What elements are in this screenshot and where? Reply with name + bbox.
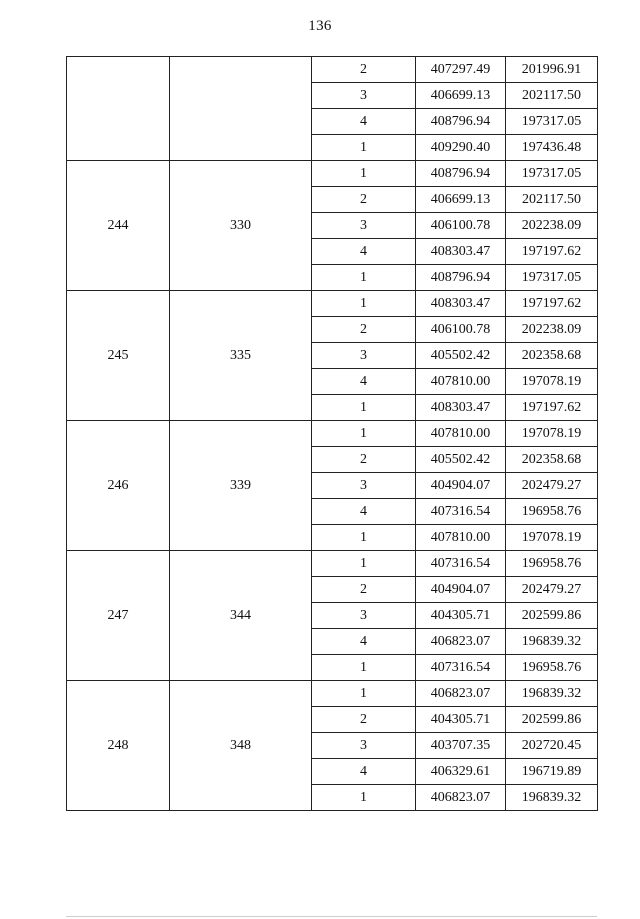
y-coordinate-cell: 202358.68 (506, 343, 598, 369)
x-coordinate-cell: 405502.42 (416, 447, 506, 473)
y-coordinate-cell: 202599.86 (506, 707, 598, 733)
coordinates-table (66, 56, 598, 811)
x-coordinate-cell: 406329.61 (416, 759, 506, 785)
plot-area-cell (170, 57, 312, 161)
y-coordinate-cell: 197317.05 (506, 109, 598, 135)
y-coordinate-cell: 196839.32 (506, 629, 598, 655)
y-coordinate-cell: 197197.62 (506, 239, 598, 265)
point-number-cell: 2 (312, 187, 416, 213)
x-coordinate-cell: 408303.47 (416, 291, 506, 317)
point-number-cell: 1 (312, 421, 416, 447)
x-coordinate-cell: 406823.07 (416, 629, 506, 655)
x-coordinate-cell: 406699.13 (416, 187, 506, 213)
y-coordinate-cell: 196958.76 (506, 551, 598, 577)
table-row (67, 551, 598, 577)
point-number-cell: 2 (312, 317, 416, 343)
x-coordinate-cell: 405502.42 (416, 343, 506, 369)
y-coordinate-cell: 202720.45 (506, 733, 598, 759)
plot-number-cell: 247 (67, 551, 170, 681)
x-coordinate-cell: 407316.54 (416, 655, 506, 681)
point-number-cell: 3 (312, 733, 416, 759)
x-coordinate-cell: 407810.00 (416, 525, 506, 551)
point-number-cell: 1 (312, 525, 416, 551)
plot-area-cell: 348 (170, 681, 312, 811)
point-number-cell: 1 (312, 265, 416, 291)
point-number-cell: 4 (312, 759, 416, 785)
table-row (67, 291, 598, 317)
x-coordinate-cell: 407810.00 (416, 421, 506, 447)
y-coordinate-cell: 197436.48 (506, 135, 598, 161)
plot-area-cell: 344 (170, 551, 312, 681)
point-number-cell: 1 (312, 681, 416, 707)
point-number-cell: 1 (312, 291, 416, 317)
point-number-cell: 2 (312, 577, 416, 603)
y-coordinate-cell: 196719.89 (506, 759, 598, 785)
y-coordinate-cell: 197078.19 (506, 369, 598, 395)
x-coordinate-cell: 406823.07 (416, 681, 506, 707)
point-number-cell: 1 (312, 655, 416, 681)
point-number-cell: 1 (312, 135, 416, 161)
plot-area-cell: 335 (170, 291, 312, 421)
plot-number-cell: 245 (67, 291, 170, 421)
y-coordinate-cell: 202479.27 (506, 473, 598, 499)
y-coordinate-cell: 196958.76 (506, 499, 598, 525)
point-number-cell: 1 (312, 161, 416, 187)
y-coordinate-cell: 197197.62 (506, 395, 598, 421)
y-coordinate-cell: 197317.05 (506, 265, 598, 291)
y-coordinate-cell: 197078.19 (506, 525, 598, 551)
y-coordinate-cell: 202599.86 (506, 603, 598, 629)
plot-number-cell: 246 (67, 421, 170, 551)
x-coordinate-cell: 403707.35 (416, 733, 506, 759)
x-coordinate-cell: 408796.94 (416, 265, 506, 291)
point-number-cell: 4 (312, 499, 416, 525)
plot-area-cell: 339 (170, 421, 312, 551)
y-coordinate-cell: 197197.62 (506, 291, 598, 317)
x-coordinate-cell: 406100.78 (416, 213, 506, 239)
point-number-cell: 3 (312, 343, 416, 369)
x-coordinate-cell: 407810.00 (416, 369, 506, 395)
x-coordinate-cell: 406823.07 (416, 785, 506, 811)
point-number-cell: 1 (312, 551, 416, 577)
y-coordinate-cell: 202117.50 (506, 83, 598, 109)
y-coordinate-cell: 196958.76 (506, 655, 598, 681)
point-number-cell: 2 (312, 707, 416, 733)
y-coordinate-cell: 197317.05 (506, 161, 598, 187)
x-coordinate-cell: 407316.54 (416, 499, 506, 525)
x-coordinate-cell: 404305.71 (416, 707, 506, 733)
point-number-cell: 3 (312, 213, 416, 239)
plot-number-cell (67, 57, 170, 161)
y-coordinate-cell: 201996.91 (506, 57, 598, 83)
point-number-cell: 2 (312, 447, 416, 473)
point-number-cell: 1 (312, 785, 416, 811)
point-number-cell: 3 (312, 473, 416, 499)
point-number-cell: 3 (312, 603, 416, 629)
plot-number-cell: 248 (67, 681, 170, 811)
x-coordinate-cell: 408303.47 (416, 395, 506, 421)
x-coordinate-cell: 407297.49 (416, 57, 506, 83)
x-coordinate-cell: 404904.07 (416, 577, 506, 603)
x-coordinate-cell: 407316.54 (416, 551, 506, 577)
point-number-cell: 4 (312, 239, 416, 265)
coordinates-table-body (67, 57, 598, 811)
y-coordinate-cell: 196839.32 (506, 681, 598, 707)
plot-number-cell: 244 (67, 161, 170, 291)
page-bottom-rule (66, 916, 597, 917)
point-number-cell: 4 (312, 109, 416, 135)
x-coordinate-cell: 409290.40 (416, 135, 506, 161)
x-coordinate-cell: 408796.94 (416, 161, 506, 187)
x-coordinate-cell: 408303.47 (416, 239, 506, 265)
y-coordinate-cell: 202117.50 (506, 187, 598, 213)
y-coordinate-cell: 202238.09 (506, 213, 598, 239)
x-coordinate-cell: 408796.94 (416, 109, 506, 135)
page-number: 136 (308, 18, 332, 34)
point-number-cell: 4 (312, 629, 416, 655)
y-coordinate-cell: 197078.19 (506, 421, 598, 447)
y-coordinate-cell: 196839.32 (506, 785, 598, 811)
plot-area-cell: 330 (170, 161, 312, 291)
table-row (67, 161, 598, 187)
point-number-cell: 1 (312, 395, 416, 421)
x-coordinate-cell: 406100.78 (416, 317, 506, 343)
table-row (67, 57, 598, 83)
y-coordinate-cell: 202479.27 (506, 577, 598, 603)
point-number-cell: 4 (312, 369, 416, 395)
table-row (67, 421, 598, 447)
point-number-cell: 2 (312, 57, 416, 83)
x-coordinate-cell: 404305.71 (416, 603, 506, 629)
point-number-cell: 3 (312, 83, 416, 109)
x-coordinate-cell: 406699.13 (416, 83, 506, 109)
table-row (67, 681, 598, 707)
y-coordinate-cell: 202358.68 (506, 447, 598, 473)
x-coordinate-cell: 404904.07 (416, 473, 506, 499)
y-coordinate-cell: 202238.09 (506, 317, 598, 343)
